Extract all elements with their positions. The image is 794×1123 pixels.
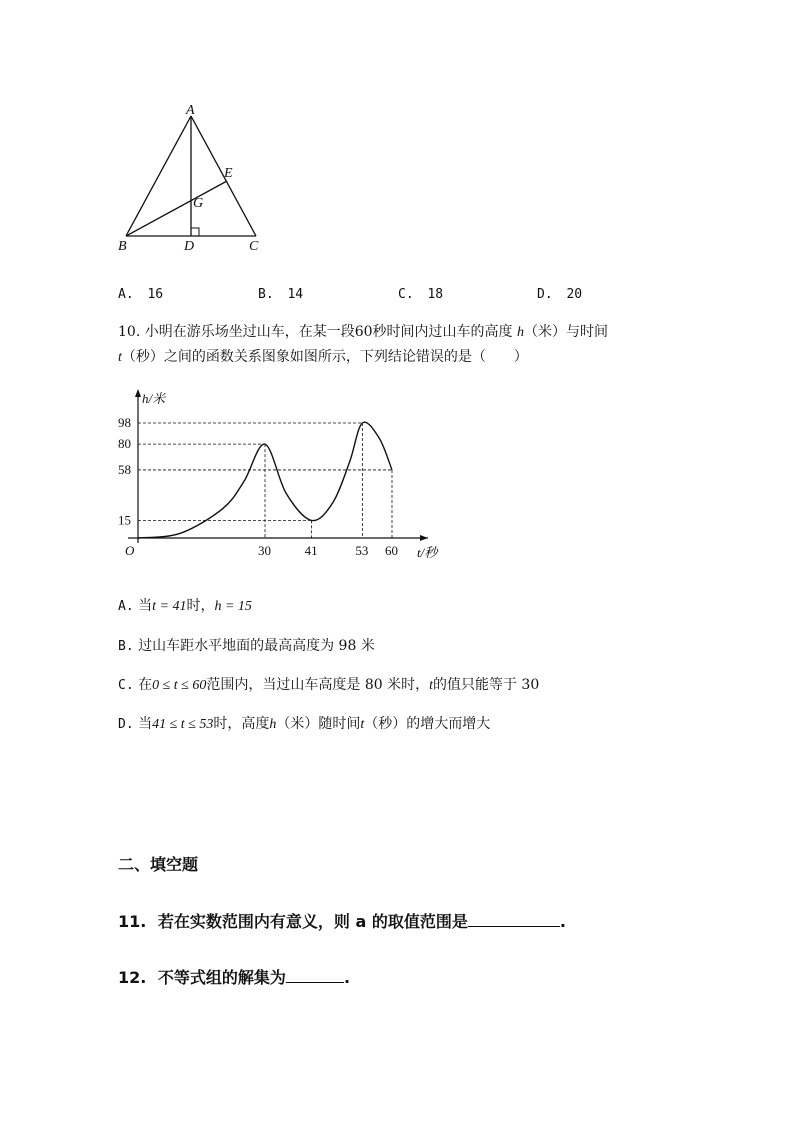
option-letter: D. — [118, 717, 134, 732]
option-math: 41 ≤ t ≤ 53 — [152, 717, 214, 732]
q10-stem-line2 — [118, 345, 688, 370]
option-value: 16 — [147, 287, 164, 302]
q9-option-b[interactable] — [258, 287, 303, 302]
option-text: （米）随时间 — [276, 716, 361, 732]
q10-stem — [118, 320, 688, 370]
option-letter: C. — [398, 287, 414, 302]
q12-number: 12. — [118, 968, 147, 987]
option-text: 过山车距水平地面的最高高度为 98 米 — [138, 638, 375, 654]
height-time-chart — [110, 385, 450, 565]
option-text: 当 — [138, 598, 153, 614]
option-letter: A. — [118, 599, 134, 614]
option-text: 时， — [186, 598, 215, 614]
option-math: 0 ≤ t ≤ 60 — [152, 678, 207, 693]
y-axis-arrow — [135, 389, 141, 397]
option-var: t — [429, 678, 433, 693]
q10-option-b[interactable] — [118, 634, 375, 659]
q9-option-a[interactable] — [118, 287, 163, 302]
q10-option-a[interactable] — [118, 594, 252, 619]
q10-option-c[interactable] — [118, 673, 539, 698]
label-D: D — [184, 239, 195, 254]
q10-option-d[interactable] — [118, 712, 490, 737]
x-tick-label: 30 — [258, 543, 271, 558]
label-B: B — [118, 239, 127, 254]
option-text: 在 — [138, 677, 153, 693]
option-value: 18 — [427, 287, 444, 302]
q10-var-t: t — [118, 350, 122, 365]
y-tick-label: 58 — [118, 461, 131, 477]
q9-option-d[interactable] — [537, 287, 582, 302]
option-letter: A. — [118, 287, 134, 302]
option-letter: B. — [258, 287, 274, 302]
q10-text: 秒时间内过山车的高度 — [372, 324, 513, 340]
q10-stem-line1 — [118, 320, 688, 345]
option-text: （秒）的增大而增大 — [364, 716, 491, 732]
label-A: A — [186, 103, 195, 118]
option-math: t = 41 — [152, 599, 187, 614]
x-axis-label: t/秒 — [417, 545, 438, 560]
option-value: 20 — [566, 287, 583, 302]
q10-number: 10. — [118, 324, 141, 340]
y-tick-label: 98 — [118, 415, 131, 430]
q10-text: （秒）之间的函数关系图象如图所示，下列结论错误的是（ ） — [121, 349, 528, 365]
q10-text: （米）与时间 — [524, 324, 608, 340]
x-tick-label: 41 — [304, 543, 318, 558]
x-axis-arrow — [420, 535, 428, 541]
q12 — [118, 965, 350, 988]
q10-var-h: h — [517, 325, 524, 340]
label-E: E — [224, 166, 233, 181]
q10-number-60: 60 — [354, 324, 373, 340]
option-value: 14 — [287, 287, 304, 302]
q10-text: 小明在游乐场坐过山车，在某一段 — [144, 324, 355, 340]
label-G: G — [193, 196, 204, 211]
option-letter: B. — [118, 639, 134, 654]
option-var: h — [269, 717, 277, 732]
y-axis-label: h/米 — [142, 391, 166, 406]
option-text: 的值只能等于 30 — [432, 677, 540, 693]
q11-answer-blank[interactable] — [468, 912, 560, 927]
option-text: 当 — [138, 716, 153, 732]
x-tick-label: 53 — [355, 543, 369, 558]
q11-text: 若在实数范围内有意义，则 a 的取值范围是 — [157, 912, 468, 931]
option-var: t — [360, 717, 365, 732]
origin-label: O — [125, 543, 135, 558]
q11-end: . — [559, 912, 566, 931]
q12-text: 不等式组的解集为 — [157, 968, 286, 987]
option-letter: C. — [118, 678, 134, 693]
triangle-figure — [110, 100, 280, 260]
option-math: h = 15 — [214, 599, 252, 614]
option-text: 时，高度 — [213, 716, 270, 732]
y-tick-label: 15 — [118, 512, 131, 528]
y-tick-label: 80 — [118, 436, 131, 452]
q11-number: 11. — [118, 912, 147, 931]
section-heading: 二、填空题 — [118, 855, 199, 874]
q12-end: . — [343, 968, 351, 987]
q12-answer-blank[interactable] — [286, 968, 344, 983]
option-text: 范围内，当过山车高度是 80 米时， — [206, 677, 430, 693]
option-letter: D. — [537, 287, 553, 302]
label-C: C — [249, 239, 259, 254]
q11 — [118, 909, 566, 932]
q9-option-c[interactable] — [398, 287, 443, 302]
right-angle-mark — [191, 228, 199, 236]
x-tick-label: 60 — [385, 543, 398, 558]
